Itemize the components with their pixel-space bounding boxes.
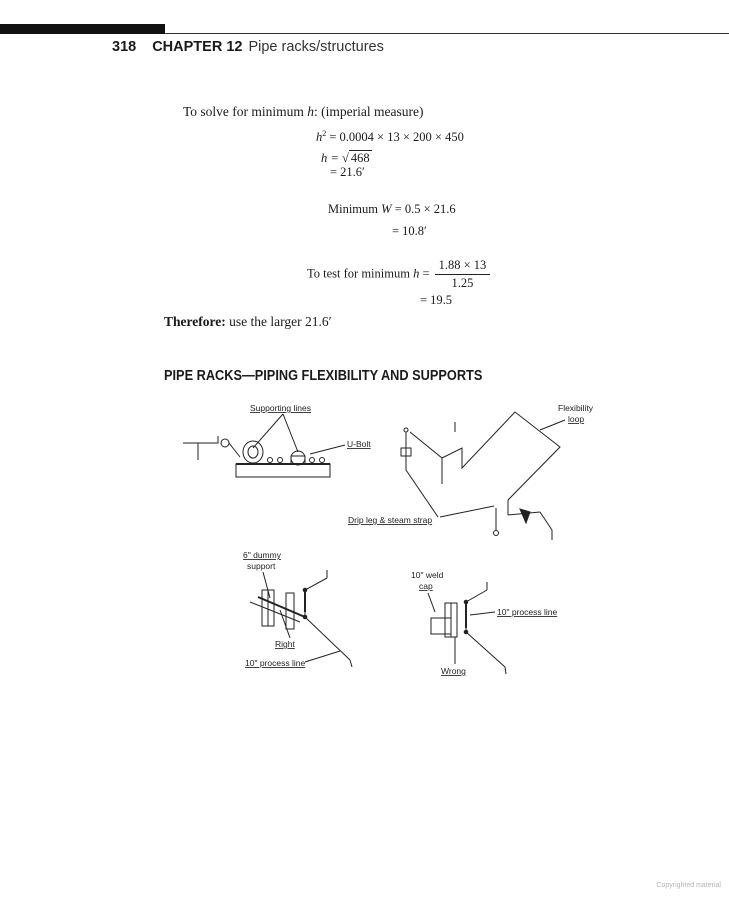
wrong-support-diagram [411,570,557,676]
label-wrong: Wrong [441,666,466,676]
label-weld: 10" weld [411,570,444,580]
label-support: support [247,561,276,571]
leader-line [283,414,298,452]
leader-line [263,572,270,598]
header-rule [165,33,729,34]
process-pipe [305,578,350,660]
beam-flange [431,618,451,634]
pipe-line [229,443,240,457]
leader-line [406,470,438,517]
loop-pipe [410,412,560,515]
header-bar [0,24,165,34]
section-heading: PIPE RACKS—PIPING FLEXIBILITY AND SUPPORTS [164,368,483,384]
equation-w-result: = 10.8′ [392,224,427,238]
page-number: 318 [112,39,137,55]
pipe-stub [505,667,506,674]
equation-h-squared: $h^2 = 0.0004 \times 13 \times 200 \times 450$ [316,129,464,145]
angle-bracket [183,436,218,443]
u-bolt-pipe [291,451,305,465]
equation-h-root: h = √ 468 [321,151,370,165]
label-flexibility: Flexibility [558,403,593,413]
leader-line [428,593,435,612]
pipe-support-beam-diagram [183,403,371,477]
fraction: $\frac{1.88 \times 13}{1.25}$ [435,258,491,291]
leader-line [540,420,565,430]
leader-line [440,506,494,517]
leader-line [470,612,495,615]
flexibility-loop-diagram [348,403,594,540]
pipe-end [404,428,408,432]
equation-h-result: = 21.6′ [330,165,365,179]
pipe-line [540,512,552,530]
small-pipe [268,458,273,463]
label-supporting-lines: Supporting lines [250,403,311,413]
small-pipe [310,458,315,463]
equation-test-result: = 19.5 [420,293,453,307]
equation-test-h: To test for minimum h = $\frac{1.88 \times 13}{1.25}$ [307,258,490,291]
small-pipe [278,458,283,463]
pipe-end [494,531,499,536]
label-process-line-left: 10" process line [245,658,306,668]
arrow-marker [520,509,530,523]
label-process-line-right: 10" process line [497,607,558,617]
chapter-title: Pipe racks/structures [248,39,384,55]
chapter-label: CHAPTER 12 [152,39,243,55]
weld-dot [464,600,468,604]
piping-figure [0,380,729,690]
pipe-stub [350,660,352,667]
therefore-line: Therefore: use the larger 21.6′ [164,314,332,329]
equation-min-w: Minimum W = 0.5 × 21.6 [328,202,456,216]
weld-dot [303,588,307,592]
leader-line [253,414,283,448]
pipe-end [221,439,229,447]
large-pipe [243,441,263,463]
label-u-bolt: U-Bolt [347,439,371,449]
label-drip-leg: Drip leg & steam strap [348,515,433,525]
label-cap: cap [419,581,433,591]
right-support-diagram [243,550,352,668]
intro-line: To solve for minimum h: (imperial measure) [183,104,424,119]
label-right: Right [275,639,295,649]
small-pipe [320,458,325,463]
copyright-watermark: Copyrighted material [656,882,721,889]
process-pipe [466,590,505,667]
weld-dot [464,630,468,634]
leader-line [280,610,290,638]
leader-line [310,445,345,454]
running-header [112,39,384,55]
leader-line [305,651,340,662]
label-loop: loop [568,414,585,424]
beam [236,464,330,477]
label-dummy: 6" dummy [243,550,281,560]
